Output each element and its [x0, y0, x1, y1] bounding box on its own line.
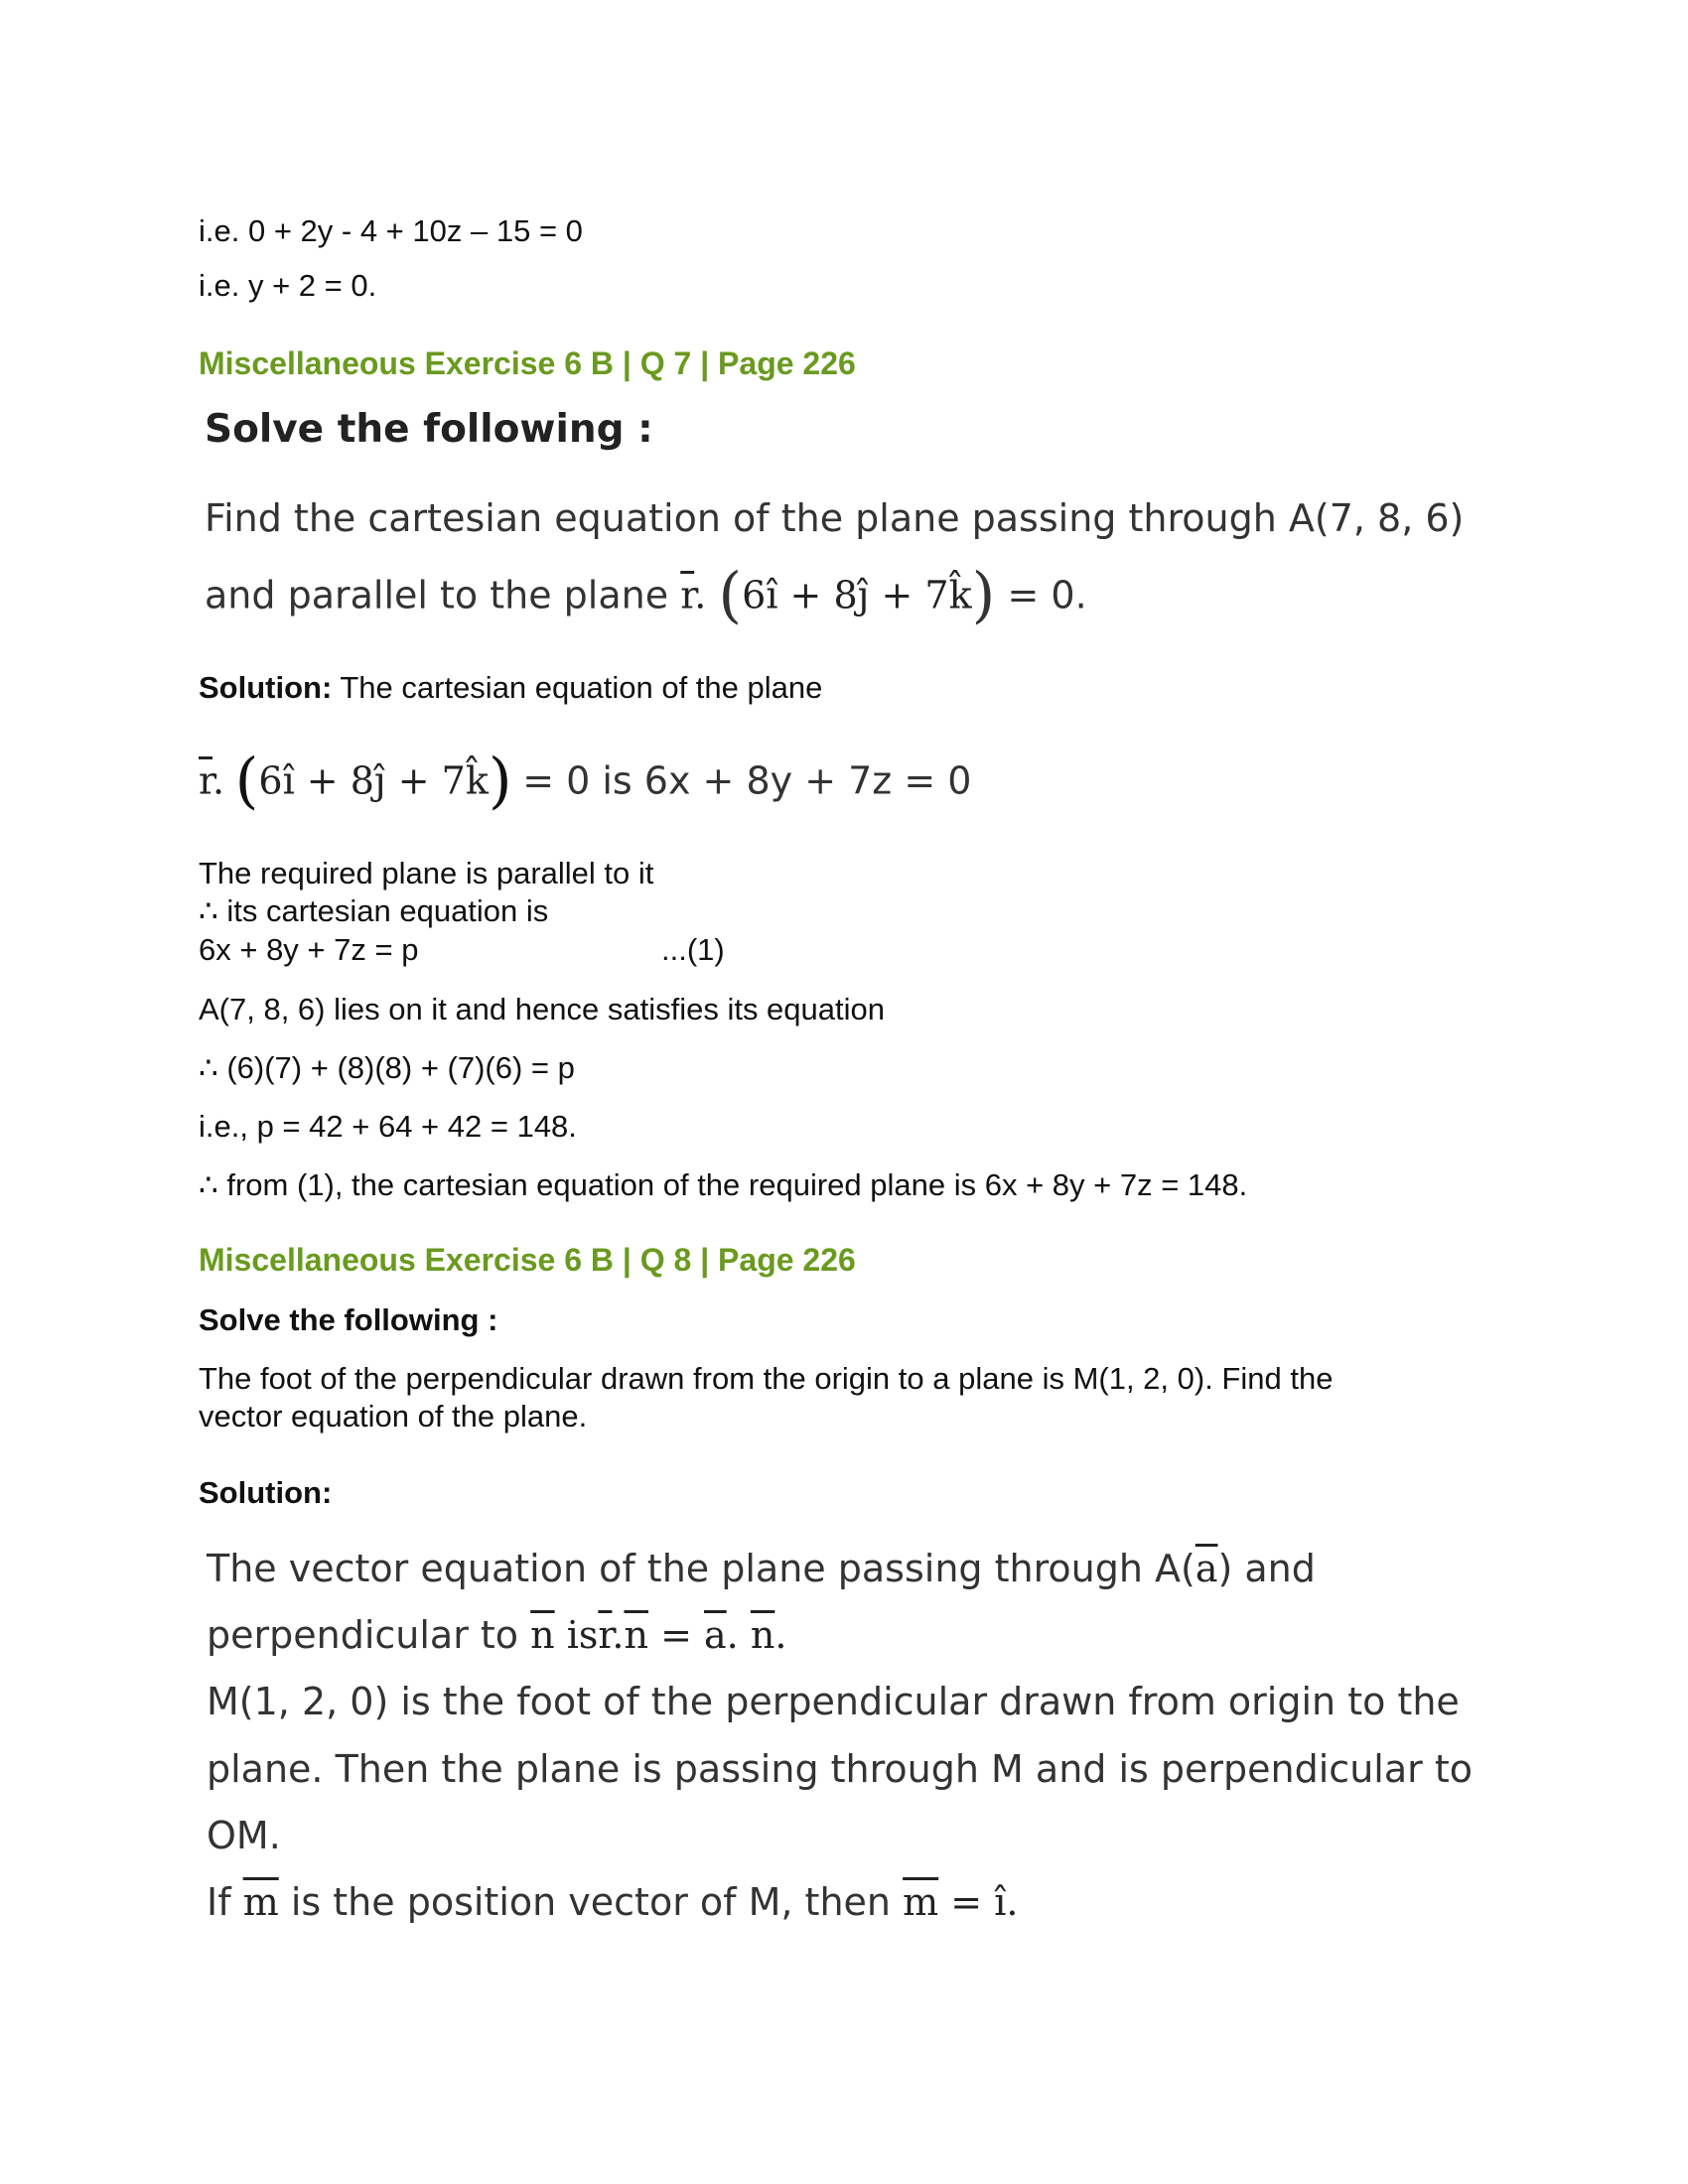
q8-s6-prefix: If — [207, 1880, 231, 1924]
q7-line-3-eq: 6x + 8y + 7z = p — [199, 932, 419, 967]
q8-s6-mid: is the position vector of M, then — [290, 1880, 892, 1924]
q7-solution-intro — [199, 669, 822, 707]
left-paren: ( — [234, 747, 259, 816]
q7-solution-intro-text: The cartesian equation of the plane — [340, 670, 823, 705]
q7-line-5: ∴ (6)(7) + (8)(8) + (7)(6) = p — [199, 1050, 575, 1085]
dot: . — [694, 573, 707, 617]
vector-r: $\overline{r}$ — [598, 1613, 613, 1657]
q7-line-3 — [199, 931, 725, 969]
q7-line-1: The required plane is parallel to it — [199, 856, 654, 890]
q7-question-line-2-prefix: and parallel to the plane — [205, 573, 669, 617]
period: . — [774, 1613, 787, 1657]
vector-m: $\overline{m}$ — [242, 1880, 279, 1924]
q7-eq-suffix: = 0 is 6x + 8y + 7z = 0 — [522, 758, 972, 803]
unit-vector-i: î — [994, 1880, 1007, 1924]
q7-line-2: ∴ its cartesian equation is — [199, 893, 549, 928]
right-paren: ) — [488, 747, 512, 816]
q7-line-3-ref: ...(1) — [661, 932, 725, 967]
q8-solution-line-6 — [207, 1880, 1018, 1924]
q7-expression: 6î + 8ĵ + 7k̂ — [742, 573, 972, 617]
dot: . — [612, 1613, 625, 1657]
q8-solution-line-2 — [207, 1613, 786, 1657]
q7-expression: 6î + 8ĵ + 7k̂ — [258, 758, 489, 803]
q7-line-7: ∴ from (1), the cartesian equation of the required plane is 6x + 8y + 7z = 148. — [199, 1167, 1248, 1202]
equals-sign: = — [950, 1880, 983, 1924]
q8-question-line-2: vector equation of the plane. — [199, 1399, 588, 1433]
q7-solve-title: Solve the following : — [205, 407, 653, 452]
vector-a: $\overline{a}$ — [704, 1613, 727, 1657]
left-paren: ( — [718, 561, 743, 630]
q8-s1-prefix: The vector equation of the plane passing through A( — [207, 1547, 1196, 1590]
top-line-2: i.e. y + 2 = 0. — [199, 268, 377, 303]
q7-solution-label: Solution: — [199, 670, 333, 705]
q8-question-line-1: The foot of the perpendicular drawn from the origin to a plane is M(1, 2, 0). Find the — [199, 1361, 1334, 1396]
q7-heading: Miscellaneous Exercise 6 B | Q 7 | Page 226 — [199, 345, 856, 381]
top-line-1: i.e. 0 + 2y - 4 + 10z – 15 = 0 — [199, 213, 583, 248]
q7-line-6: i.e., p = 42 + 64 + 42 = 148. — [199, 1109, 577, 1144]
right-paren: ) — [971, 561, 996, 630]
q8-solution-label: Solution: — [199, 1475, 333, 1510]
q8-solve-title: Solve the following : — [199, 1302, 498, 1337]
q8-solution-line-3: M(1, 2, 0) is the foot of the perpendicular drawn from origin to the — [207, 1680, 1460, 1723]
q8-solution-line-5: OM. — [207, 1814, 281, 1857]
vector-r: $\overline{r}$ — [680, 573, 695, 617]
equals-sign: = — [660, 1613, 692, 1657]
period: . — [1006, 1880, 1019, 1924]
q7-line-4: A(7, 8, 6) lies on it and hence satisfies its equation — [199, 992, 886, 1026]
dot: . — [726, 1613, 739, 1657]
vector-r: $\overline{r}$ — [199, 758, 212, 803]
q8-s1-suffix: ) and — [1217, 1547, 1316, 1590]
q8-solution-line-4: plane. Then the plane is passing through M and is perpendicular to — [207, 1747, 1473, 1791]
q7-plane-equation — [199, 747, 971, 816]
q7-question-line-1: Find the cartesian equation of the plane passing through A(7, 8, 6) — [205, 496, 1465, 540]
vector-m: $\overline{m}$ — [903, 1880, 939, 1924]
dot: . — [212, 758, 225, 803]
vector-a: $\overline{a}$ — [1195, 1547, 1218, 1590]
vector-n: $\overline{n}$ — [530, 1613, 555, 1657]
vector-n: $\overline{n}$ — [624, 1613, 648, 1657]
q8-s2-is: is — [566, 1613, 599, 1657]
q7-question-line-2-suffix: = 0. — [1007, 573, 1087, 617]
vector-n: $\overline{n}$ — [750, 1613, 775, 1657]
q7-question-line-2 — [205, 561, 1087, 630]
q8-solution-line-1 — [207, 1547, 1316, 1590]
q8-heading: Miscellaneous Exercise 6 B | Q 8 | Page 226 — [199, 1242, 856, 1278]
q8-s2-prefix: perpendicular to — [207, 1613, 519, 1657]
